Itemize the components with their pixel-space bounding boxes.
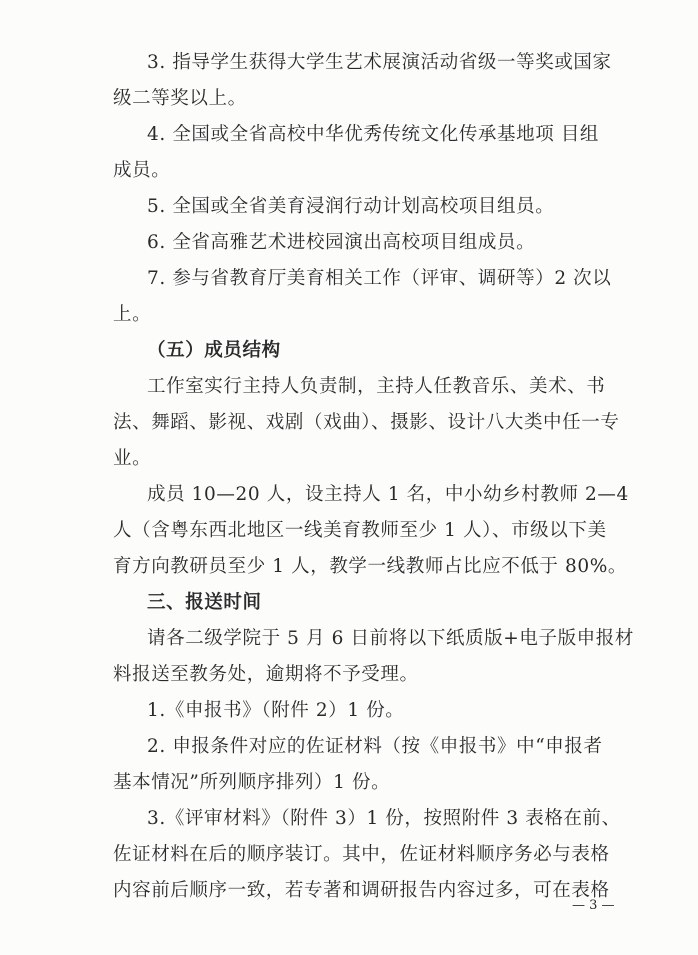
member-structure-para2-line1: 成员 10—20 人，设主持人 1 名，中小幼乡村教师 2—4	[147, 484, 629, 505]
criteria-item-7-line1: 7. 参与省教育厅美育相关工作（评审、调研等）2 次以	[147, 268, 612, 289]
criteria-item-7-line2: 上。	[113, 304, 152, 325]
criteria-item-3-line1: 3. 指导学生获得大学生艺术展演活动省级一等奖或国家	[147, 52, 612, 73]
criteria-item-5: 5. 全国或全省美育浸润行动计划高校项目组员。	[147, 196, 555, 217]
criteria-item-4-line1: 4. 全国或全省高校中华优秀传统文化传承基地项 目组	[147, 124, 600, 145]
criteria-item-6: 6. 全省高雅艺术进校园演出高校项目组成员。	[147, 232, 536, 253]
criteria-item-4-line2: 成员。	[113, 160, 171, 181]
member-structure-para1-line2: 法、舞蹈、影视、戏剧（戏曲）、摄影、设计八大类中任一专	[113, 412, 620, 433]
submission-item-2-line1: 2. 申报条件对应的佐证材料（按《申报书》中“申报者	[147, 736, 603, 757]
section-heading-member-structure: （五）成员结构	[147, 340, 281, 361]
section-heading-submission-time: 三、报送时间	[147, 592, 262, 613]
submission-intro-line2: 料报送至教务处，逾期将不予受理。	[113, 664, 419, 685]
submission-item-3-line1: 3.《评审材料》（附件 3）1 份，按照附件 3 表格在前、	[147, 808, 621, 829]
submission-item-1: 1.《申报书》（附件 2）1 份。	[147, 700, 405, 721]
member-structure-para2-line2: 人（含粤东西北地区一线美育教师至少 1 人）、市级以下美	[113, 520, 607, 541]
submission-item-2-line2: 基本情况”所列顺序排列）1 份。	[113, 772, 391, 793]
member-structure-para1-line3: 业。	[113, 448, 152, 469]
page-number: — 3 —	[572, 898, 615, 913]
submission-intro-line1: 请各二级学院于 5 月 6 日前将以下纸质版+电子版申报材	[147, 628, 634, 649]
submission-item-3-line3: 内容前后顺序一致，若专著和调研报告内容过多，可在表格	[113, 880, 610, 901]
member-structure-para2-line3: 育方向教研员至少 1 人，教学一线教师占比应不低于 80%。	[113, 556, 628, 577]
criteria-item-3-line2: 级二等奖以上。	[113, 88, 247, 109]
member-structure-para1-line1: 工作室实行主持人负责制，主持人任教音乐、美术、书	[147, 376, 606, 397]
submission-item-3-line2: 佐证材料在后的顺序装订。其中，佐证材料顺序务必与表格	[113, 844, 610, 865]
